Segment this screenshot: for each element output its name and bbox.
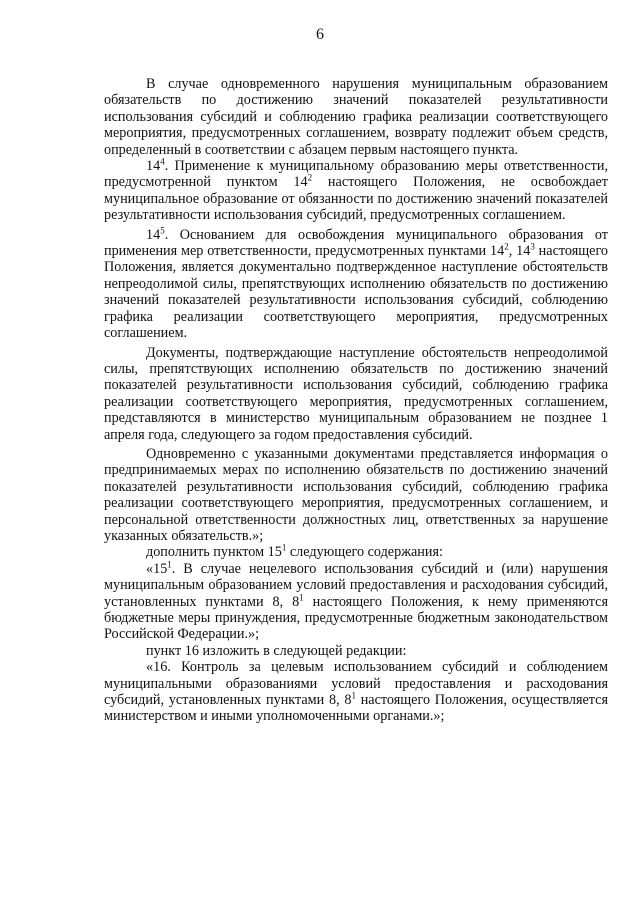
superscript-index: 3	[530, 241, 535, 252]
paragraph-text: пункт 16 изложить в следующей редакции:	[146, 642, 407, 659]
paragraph-information	[104, 446, 608, 544]
paragraph-text: В случае одновременного нарушения муниципальным образованием обязательств по достижению значений показателей результативности использования субсидий и соблюдению графика реализации соответствующего мероприятия, предусмотренных соглашением, возврату подлежит объем средств, определенный в соответствии с абзацем первым настоящего пункта.	[104, 76, 608, 158]
paragraph-text: «16. Контроль за целевым использованием субсидий и соблюдением муниципальными образованиями условий предоставления и расходования субсидий, установленных пунктами 8, 8	[104, 659, 608, 709]
paragraph-documents	[104, 345, 608, 443]
paragraph-item-16-intro	[104, 643, 608, 659]
document-body	[104, 76, 608, 725]
superscript-index: 1	[281, 542, 287, 553]
superscript-index: 2	[504, 241, 509, 252]
paragraph-text: 14	[146, 158, 161, 175]
superscript-index: 4	[160, 156, 165, 167]
paragraph-text: Одновременно с указанными документами представляется информация о предпринимаемых мерах по исполнению обязательств по достижению значений показателей результативности использования субсидий, соблюдению графика реализации соответствующего мероприятия, предусмотренных соглашением, и персональной ответственности должностных лиц, ответственных за нарушение указанных обязательств.»;	[104, 445, 608, 544]
paragraph-subsidy-violation	[104, 76, 608, 158]
paragraph-text: настоящего Положения, осуществляется министерством и иными уполномоченными органами.»;	[104, 692, 609, 725]
paragraph-text: дополнить пунктом 15	[146, 544, 282, 561]
superscript-index: 5	[160, 224, 165, 235]
paragraph-text: «15	[146, 560, 168, 577]
paragraph-text: настоящего Положения, не освобождает муниципальное образование от обязанности по достижению значений показателей результативности использования субсидий, предусмотренных соглашением.	[104, 174, 609, 224]
paragraph-text: настоящего Положения, является документально подтвержденное наступление обстоятельств непреодолимой силы, препятствующих исполнению обязательств по достижению значений показателей результативности использования субсидий, соблюдению графика реализации соответствующего мероприятия, предусмотренных соглашением.	[104, 243, 609, 342]
paragraph-add-15-1	[104, 544, 608, 560]
paragraph-text: Документы, подтверждающие наступление обстоятельств непреодолимой силы, препятствующих исполнению обязательств по достижению значений показателей результативности использования субсидий, соблюдению графика реализации соответствующего мероприятия, предусмотренных соглашением, представляются в министерство муниципальным образованием не позднее 1 апреля года, следующего за годом предоставления субсидий.	[104, 344, 608, 443]
paragraph-text: . Применение к муниципальному образованию меры ответственности, предусмотренной пунктом 14	[104, 158, 608, 191]
paragraph-14-5	[104, 224, 609, 342]
superscript-index: 2	[307, 172, 313, 183]
paragraph-text: следующего содержания:	[286, 544, 443, 561]
paragraph-text: , 14	[508, 243, 531, 260]
page-number: 6	[316, 26, 324, 43]
paragraph-15-1	[104, 561, 608, 643]
superscript-index: 1	[299, 591, 304, 602]
paragraph-text: 14	[146, 226, 161, 243]
paragraph-14-4	[104, 158, 608, 224]
superscript-index: 1	[167, 559, 172, 570]
paragraph-text: . Основанием для освобождения муниципального образования от применения мер ответственности, предусмотренных пунктами 14	[104, 226, 608, 260]
paragraph-16	[104, 659, 608, 725]
paragraph-text: настоящего Положения, к нему применяются бюджетные меры принуждения, предусмотренные бюджетным законодательством Российской Федерации.»;	[104, 593, 608, 643]
paragraph-text: . В случае нецелевого использования субсидий и (или) нарушения муниципальным образованием условий предоставления и расходования субсидий, установленных пунктами 8, 8	[104, 560, 608, 610]
superscript-index: 1	[351, 690, 356, 701]
